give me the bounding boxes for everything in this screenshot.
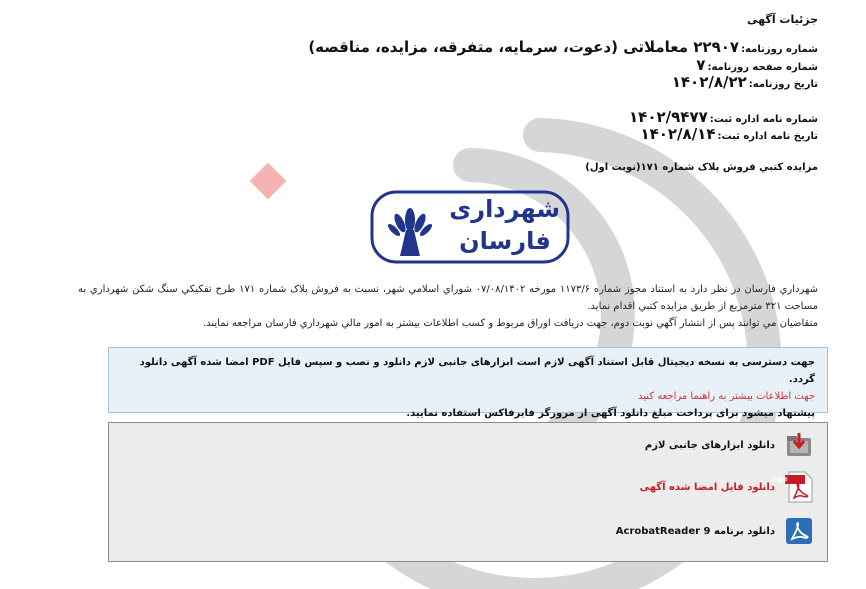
letter-date-row	[640, 125, 818, 143]
newspaper-number-value: ۲۲۹۰۷ معاملاتی (دعوت، سرمایه، متفرقه، مزایده، مناقصه)	[308, 38, 740, 56]
pdf-file-icon	[772, 471, 815, 503]
help-link[interactable]: جهت اطلاعات بیشتر به راهنما مراجعه کنید	[637, 391, 815, 402]
letter-date-value: ۱۴۰۲/۸/۱۴	[640, 125, 716, 143]
ad-paragraph-2: متقاضيان مي توانند پس از انتشار آگهي نوبت دوم، جهت دريافت اوراق مربوط و كسب اطلاعات بيشتر به امور مالي شهرداري فارسان مراجعه نمايند.	[202, 318, 818, 329]
newspaper-number-label: شماره روزنامه:	[741, 44, 818, 55]
downloads-box	[108, 422, 828, 562]
download-signed-pdf-link[interactable]	[640, 471, 815, 503]
download-acrobat-label: دانلود برنامه AcrobatReader 9	[615, 525, 775, 537]
letter-date-label: تاریخ نامه اداره ثبت:	[717, 131, 818, 142]
download-signed-pdf-label: دانلود فایل امضا شده آگهی	[639, 481, 775, 493]
ad-headline: مزایده كتبي فروش پلاک شماره ۱۷۱(نوبت اول)	[585, 162, 818, 173]
logo-text-line2: فارسان	[459, 227, 551, 255]
info-line-3: پیشنهاد میشود برای پرداخت مبلغ دانلود آگهی از مرورگر فایرفاکس استفاده نمایید.	[406, 408, 815, 419]
page-number-value: ۷	[696, 56, 706, 74]
letter-number-label: شماره نامه اداره ثبت:	[709, 114, 818, 125]
ad-paragraph-1: شهرداري فارسان در نظر دارد به استناد مجوز شماره ۱۱۷۳/۶ مورخه ۰۷/۰۸/۱۴۰۲ شوراي اسلامي شهر، نسبت به فروش پلاک شماره ۱۷۱ طرح تفكيكي سنگ شكن شهرداري به مساحت ۳۲۱ مترمربع از طريق مزايده كتبي اقدام نمايد.	[78, 284, 818, 312]
svg-text:PDF: PDF	[772, 476, 788, 485]
letter-number-row	[629, 108, 818, 126]
info-line-1: جهت دسترسی به نسخه دیجیتال قابل استناد آگهی لازم است ابزارهای جانبی لازم دانلود و نصب و سپس فایل PDF امضا شده آگهی دانلود گردد.	[139, 357, 815, 385]
newspaper-date-label: تاریخ روزنامه:	[748, 79, 818, 90]
newspaper-date-value: ۱۴۰۲/۸/۲۲	[671, 73, 747, 91]
page-title: جزئیات آگهی	[747, 13, 818, 26]
page-number-row	[696, 56, 818, 74]
download-folder-icon	[783, 429, 815, 461]
newspaper-date-row	[672, 73, 818, 91]
letter-number-value: ۱۴۰۲/۹۴۷۷	[629, 108, 708, 126]
download-tools-label: دانلود ابزارهای جانبی لازم	[644, 439, 775, 451]
page-number-label: شماره صفحه روزنامه:	[707, 62, 818, 73]
logo-text-line1: شهرداری	[449, 195, 560, 223]
download-acrobat-link[interactable]	[616, 515, 815, 547]
newspaper-number-row	[308, 38, 818, 56]
digital-copy-info-box	[108, 347, 828, 419]
download-tools-link[interactable]	[645, 429, 815, 461]
acrobat-reader-icon	[783, 515, 815, 547]
municipality-logo	[370, 190, 570, 264]
